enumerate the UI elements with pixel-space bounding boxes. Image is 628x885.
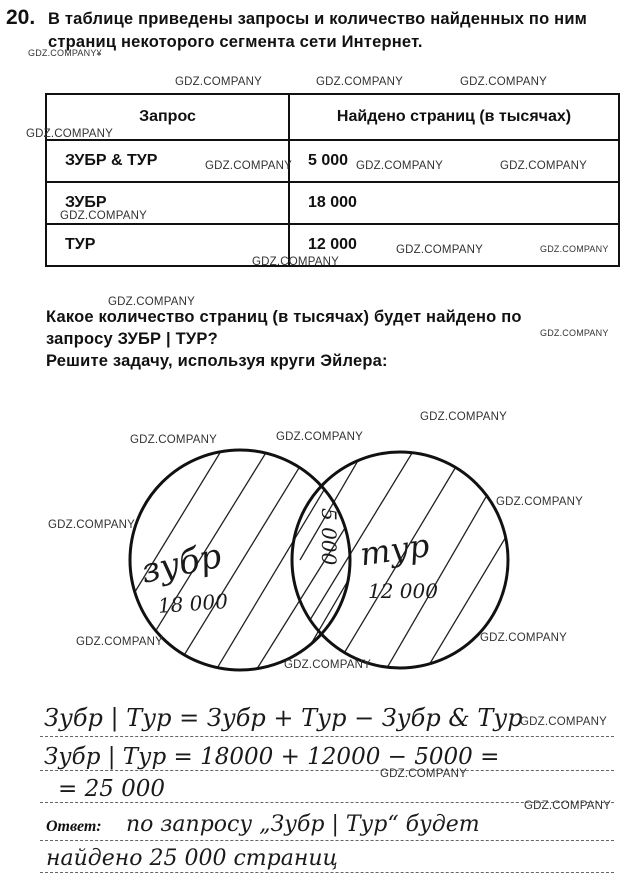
watermark: GDZ.COMPANY: [108, 296, 195, 308]
solution-line-1: Зубр | Тур = Зубр + Тур − Зубр & Тур: [44, 704, 523, 732]
table-header-row: [46, 94, 619, 140]
right-circle-label: тур: [357, 526, 432, 574]
question-line-1: Какое количество страниц (в тысячах) будет найдено по: [46, 308, 522, 326]
header-pages: Найдено страниц (в тысячах): [289, 94, 619, 140]
watermark: GDZ.COMPANY: [48, 519, 135, 531]
left-circle-label: зубр: [137, 535, 225, 592]
watermark: GDZ.COMPANY: [205, 160, 292, 172]
row-pages: 5 000: [289, 140, 619, 182]
watermark: GDZ.COMPANY: [316, 76, 403, 88]
solution-line-3: = 25 000: [58, 776, 166, 802]
row-query: ТУР: [46, 224, 289, 266]
left-circle-value: 18 000: [157, 589, 229, 618]
watermark: GDZ.COMPANY: [396, 244, 483, 256]
watermark: GDZ.COMPANY: [60, 210, 147, 222]
header-query: Запрос: [46, 94, 289, 140]
answer-line-1: по запросу „Зубр | Тур“ будет: [126, 812, 480, 837]
watermark: GDZ.COMPANY: [252, 256, 339, 268]
watermark: GDZ.COMPANY: [420, 411, 507, 423]
answer-label: Ответ:: [46, 818, 102, 835]
rule-line: [40, 840, 614, 841]
question-line-2: запросу ЗУБР | ТУР?: [46, 330, 218, 348]
rule-line: [40, 872, 614, 873]
watermark: GDZ.COMPANY: [175, 76, 262, 88]
rule-line: [40, 770, 614, 771]
query-table: [45, 93, 620, 267]
watermark: GDZ.COMPANY: [76, 636, 163, 648]
watermark: GDZ.COMPANY¥: [28, 48, 102, 58]
intersection-value: 5 000: [317, 508, 341, 566]
watermark: GDZ.COMPANY: [500, 160, 587, 172]
row-pages: 18 000: [289, 182, 619, 224]
answer-line-2: найдено 25 000 страниц: [46, 846, 338, 871]
solution-line-2: Зубр | Тур = 18000 + 12000 − 5000 =: [44, 744, 500, 770]
watermark: GDZ.COMPANY: [520, 716, 607, 728]
watermark: GDZ.COMPANY: [540, 244, 609, 254]
task-number: 20.: [6, 6, 36, 29]
row-query: ЗУБР: [46, 182, 289, 224]
rule-line: [40, 736, 614, 737]
right-circle-value: 12 000: [368, 579, 438, 603]
euler-diagram: [0, 420, 628, 690]
question-line-3: Решите задачу, используя круги Эйлера:: [46, 352, 388, 370]
watermark: GDZ.COMPANY: [524, 800, 611, 812]
watermark: GDZ.COMPANY: [480, 632, 567, 644]
watermark: GDZ.COMPANY: [496, 496, 583, 508]
watermark: GDZ.COMPANY: [130, 434, 217, 446]
row-query: ЗУБР & ТУР: [46, 140, 289, 182]
row-pages: 12 000: [289, 224, 619, 266]
task-text: В таблице приведены запросы и количество найденных по ним страниц некоторого сегмента сети Интернет.: [48, 10, 588, 51]
watermark: GDZ.COMPANY: [460, 76, 547, 88]
watermark: GDZ.COMPANY: [276, 431, 363, 443]
watermark: GDZ.COMPANY: [26, 128, 113, 140]
watermark: GDZ.COMPANY: [540, 328, 609, 338]
watermark: GDZ.COMPANY: [284, 659, 371, 671]
question: [46, 306, 621, 372]
watermark: GDZ.COMPANY: [380, 768, 467, 780]
watermark: GDZ.COMPANY: [356, 160, 443, 172]
